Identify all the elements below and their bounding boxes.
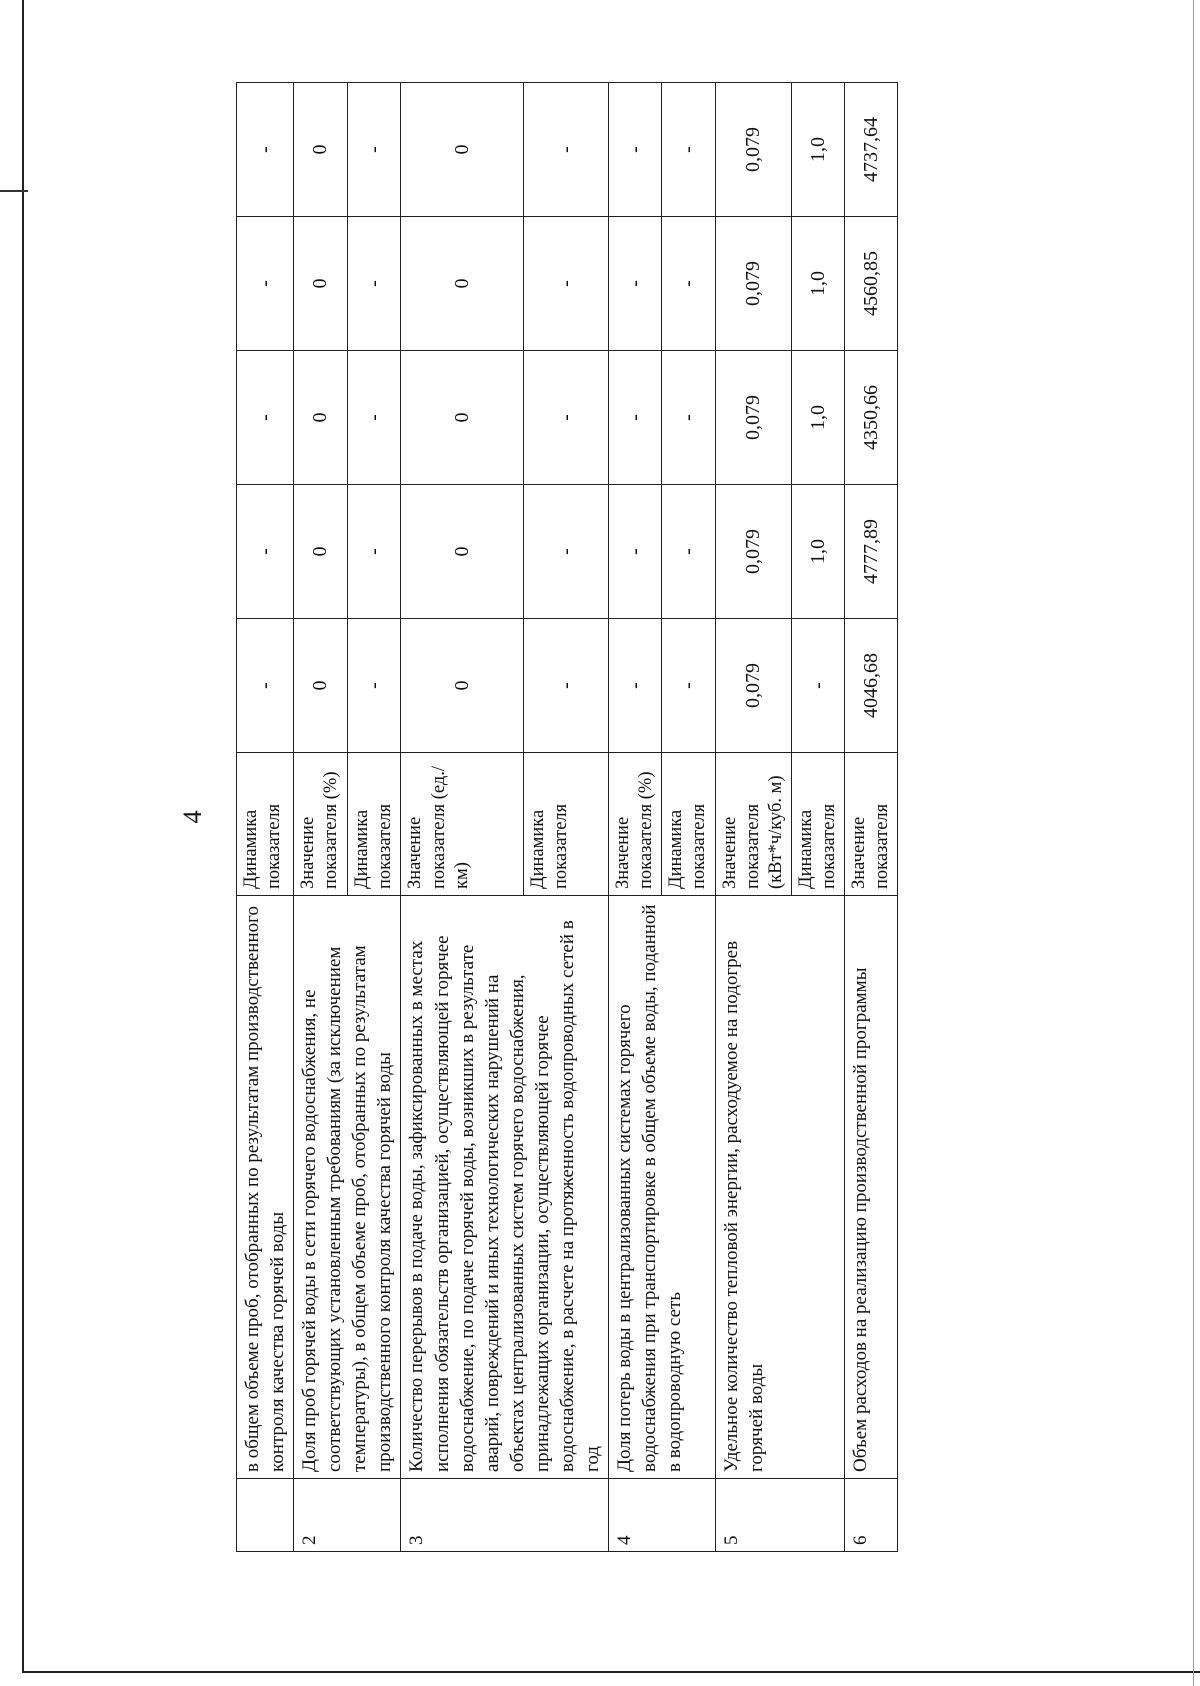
value-cell: 0,079	[715, 485, 791, 619]
value-cell: -	[662, 619, 715, 753]
value-cell: 0	[401, 217, 523, 351]
row-number: 3	[401, 1479, 609, 1552]
table-row	[237, 83, 294, 1552]
rotated-page	[166, 82, 1116, 1552]
value-cell: -	[662, 83, 715, 217]
indicator-type: Динамика показателя	[791, 753, 844, 896]
value-cell: 0	[294, 485, 348, 619]
row-number: 6	[845, 1479, 898, 1552]
table-row	[294, 83, 348, 1552]
value-cell: 4350,66	[845, 351, 898, 485]
value-cell: -	[347, 485, 401, 619]
table-row	[609, 83, 662, 1552]
indicator-type: Значение показателя (%)	[609, 753, 662, 896]
value-cell: 0	[294, 217, 348, 351]
value-cell: -	[523, 619, 608, 753]
page-border-left	[22, 0, 24, 1673]
value-cell: 0,079	[715, 619, 791, 753]
value-cell: 4737,64	[845, 83, 898, 217]
value-cell: 4046,68	[845, 619, 898, 753]
indicator-type: Динамика показателя	[237, 753, 294, 896]
row-number: 2	[294, 1479, 401, 1552]
value-cell: -	[791, 619, 844, 753]
value-cell: -	[347, 217, 401, 351]
page-number: 4	[178, 810, 207, 824]
row-number: 5	[715, 1479, 845, 1552]
indicator-description: Доля проб горячей воды в сети горячего водоснабжения, не соответствующих установленным требованиям (за исключением температуры), в общем объеме проб, отобранных по результатам производственного контроля качества горячей воды	[294, 896, 401, 1479]
value-cell: -	[237, 83, 294, 217]
value-cell: -	[523, 83, 608, 217]
indicator-type: Значение показателя (%)	[294, 753, 348, 896]
value-cell: 0	[401, 351, 523, 485]
value-cell: -	[662, 485, 715, 619]
value-cell: 0,079	[715, 83, 791, 217]
value-cell: -	[609, 619, 662, 753]
value-cell: 0	[294, 83, 348, 217]
value-cell: -	[523, 217, 608, 351]
value-cell: 0	[294, 619, 348, 753]
value-cell: -	[347, 351, 401, 485]
indicators-table	[236, 82, 898, 1552]
row-number	[237, 1479, 294, 1552]
value-cell: -	[523, 351, 608, 485]
value-cell: 0,079	[715, 351, 791, 485]
value-cell: -	[609, 217, 662, 351]
indicator-type: Динамика показателя	[523, 753, 608, 896]
row-number: 4	[609, 1479, 716, 1552]
value-cell: -	[523, 485, 608, 619]
value-cell: -	[662, 351, 715, 485]
indicator-description: в общем объеме проб, отобранных по результатам производственного контроля качества горячей воды	[237, 896, 294, 1479]
value-cell: 0	[401, 619, 523, 753]
value-cell: 1,0	[791, 83, 844, 217]
table-row	[715, 83, 791, 1552]
value-cell: 4777,89	[845, 485, 898, 619]
value-cell: -	[662, 217, 715, 351]
value-cell: -	[609, 351, 662, 485]
indicator-description: Доля потерь воды в централизованных системах горячего водоснабжения при транспортировке в общем объеме воды, поданной в водопроводную сеть	[609, 896, 716, 1479]
value-cell: 4560,85	[845, 217, 898, 351]
value-cell: -	[237, 351, 294, 485]
value-cell: 1,0	[791, 217, 844, 351]
value-cell: -	[237, 485, 294, 619]
value-cell: 0	[401, 83, 523, 217]
value-cell: -	[609, 485, 662, 619]
value-cell: -	[347, 619, 401, 753]
page-border-right	[1193, 0, 1194, 1686]
indicator-type: Динамика показателя	[662, 753, 715, 896]
scan-mark	[0, 190, 28, 192]
value-cell: -	[609, 83, 662, 217]
indicator-description: Объем расходов на реализацию производственной программы	[845, 896, 898, 1479]
value-cell: 0,079	[715, 217, 791, 351]
table-row	[401, 83, 523, 1552]
indicator-description: Количество перерывов в подаче воды, зафиксированных в местах исполнения обязательств организацией, осуществляющей горячее водоснабжение, по подаче горячей воды, возникших в результате аварий, повреждений и иных технологических нарушений на объектах централизованных систем горячего водоснабжения, принадлежащих организации, осуществляющей горячее водоснабжение, в расчете на протяженность водопроводных сетей в год	[401, 896, 609, 1479]
value-cell: 0	[401, 485, 523, 619]
indicator-type: Значение показателя	[845, 753, 898, 896]
value-cell: 1,0	[791, 351, 844, 485]
value-cell: -	[237, 217, 294, 351]
value-cell: -	[347, 83, 401, 217]
indicators-table-body	[237, 83, 898, 1552]
indicator-type: Значение показателя (ед./км)	[401, 753, 523, 896]
indicator-type: Динамика показателя	[347, 753, 401, 896]
indicator-description: Удельное количество тепловой энергии, расходуемое на подогрев горячей воды	[715, 896, 845, 1479]
value-cell: 1,0	[791, 485, 844, 619]
value-cell: -	[237, 619, 294, 753]
value-cell: 0	[294, 351, 348, 485]
indicator-type: Значение показателя (кВт*ч/куб. м)	[715, 753, 791, 896]
page-border-bottom	[22, 1671, 1200, 1673]
table-row	[845, 83, 898, 1552]
